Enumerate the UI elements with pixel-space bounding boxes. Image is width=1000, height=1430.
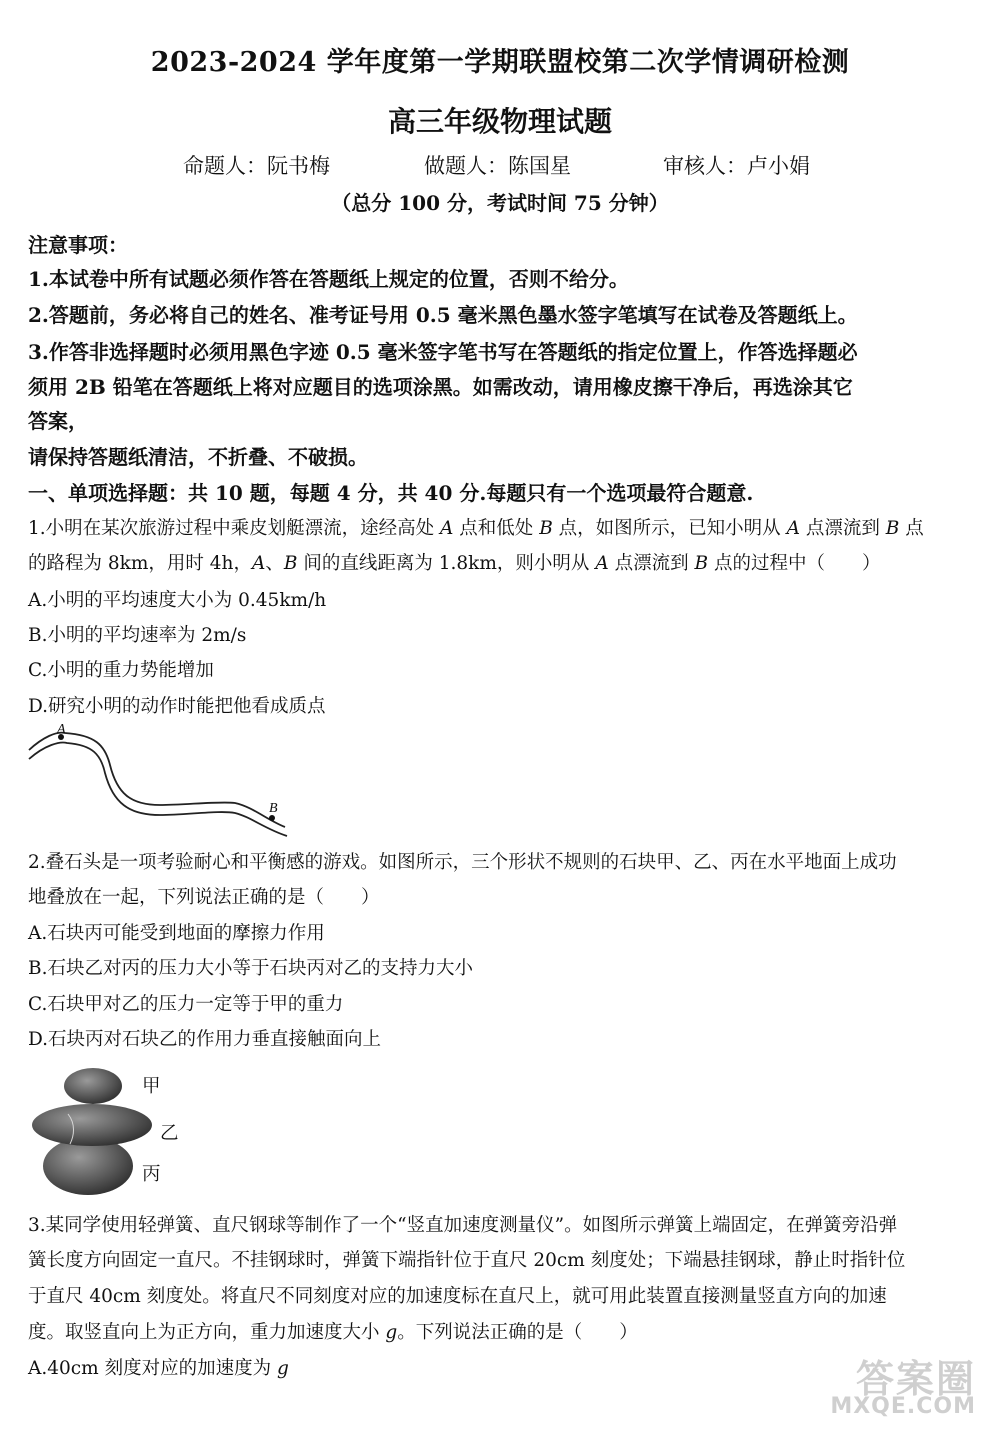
solver-label: 做题人：陈国星 xyxy=(424,154,571,178)
note-item-3-line-3: 答案， xyxy=(28,409,88,433)
q2-option-c: C.石块甲对乙的压力一定等于甲的重力 xyxy=(28,994,344,1015)
watermark xyxy=(812,1348,982,1420)
stone-yi xyxy=(32,1104,152,1146)
note-item-1: 1.本试卷中所有试题必须作答在答题纸上规定的位置，否则不给分。 xyxy=(28,267,629,291)
q2-option-d: D.石块丙对石块乙的作用力垂直接触面向上 xyxy=(28,1029,382,1050)
watermark-text: 答案圈 xyxy=(855,1356,976,1401)
label-jia: 甲 xyxy=(142,1076,161,1097)
q3-stem-line-2: 簧长度方向固定一直尺。不挂钢球时，弹簧下端指针位于直尺 20cm 刻度处；下端悬挂钢球，静止时指针位 xyxy=(28,1250,906,1271)
setter-label: 命题人：阮书梅 xyxy=(183,154,330,178)
q1-option-b: B.小明的平均速率为 2m/s xyxy=(28,625,247,646)
q1-river-figure xyxy=(25,715,300,840)
stone-jia xyxy=(64,1068,122,1104)
river-lower-bank xyxy=(29,743,287,836)
q3-stem-line-4: 度。取竖直向上为正方向，重力加速度大小 g。下列说法正确的是（ ） xyxy=(28,1322,638,1343)
q3-stem-line-1: 3.某同学使用轻弹簧、直尺钢球等制作了一个“竖直加速度测量仪”。如图所示弹簧上端固定，在弹簧旁沿弹 xyxy=(28,1215,898,1236)
q2-option-a: A.石块丙可能受到地面的摩擦力作用 xyxy=(28,923,325,944)
note-item-3-line-1: 3.作答非选择题时必须用黑色字迹 0.5 毫米签字笔书写在答题纸的指定位置上，作答选择题必 xyxy=(28,340,858,364)
q2-stem-line-2: 地叠放在一起，下列说法正确的是（ ） xyxy=(28,887,380,908)
point-a-label: A xyxy=(57,722,66,737)
q2-stem-line-1: 2.叠石头是一项考验耐心和平衡感的游戏。如图所示，三个形状不规则的石块甲、乙、丙在水平地面上成功 xyxy=(28,852,897,873)
note-item-2: 2.答题前，务必将自己的姓名、准考证号用 0.5 毫米黑色墨水签字笔填写在试卷及答题纸上。 xyxy=(28,303,858,327)
reviewer-label: 审核人：卢小娟 xyxy=(663,154,810,178)
point-b-label: B xyxy=(269,801,278,816)
watermark-url: MXQE.COM xyxy=(830,1394,976,1419)
q1-stem-line-1: 1.小明在某次旅游过程中乘皮划艇漂流，途经高处 A 点和低处 B 点，如图所示，已知小明从 A 点漂流到 B 点 xyxy=(28,518,924,539)
river-upper-bank xyxy=(29,733,285,827)
score-time-line: （总分 100 分，考试时间 75 分钟） xyxy=(331,191,669,215)
label-bing: 丙 xyxy=(142,1164,161,1185)
q1-stem-line-2: 的路程为 8km，用时 4h，A、B 间的直线距离为 1.8km，则小明从 A 点漂流到 B 点的过程中（ ） xyxy=(28,553,881,574)
label-yi: 乙 xyxy=(160,1123,179,1144)
section-1-heading: 一、单项选择题：共 10 题，每题 4 分，共 40 分.每题只有一个选项最符合题意. xyxy=(28,481,754,505)
q3-option-a: A.40cm 刻度对应的加速度为 g xyxy=(28,1358,289,1379)
note-item-4: 请保持答题纸清洁，不折叠、不破损。 xyxy=(28,445,368,469)
exam-title: 2023-2024 学年度第一学期联盟校第二次学情调研检测 xyxy=(150,47,850,78)
q3-stem-line-3: 于直尺 40cm 刻度处。将直尺不同刻度对应的加速度标在直尺上，就可用此装置直接测量竖直方向的加速 xyxy=(28,1286,887,1307)
q1-option-d: D.研究小明的动作时能把他看成质点 xyxy=(28,696,326,717)
q1-option-a: A.小明的平均速度大小为 0.45km/h xyxy=(28,590,327,611)
note-item-3-line-2: 须用 2B 铅笔在答题纸上将对应题目的选项涂黑。如需改动，请用橡皮擦干净后，再选涂其它 xyxy=(28,375,853,399)
notes-heading: 注意事项： xyxy=(28,233,128,257)
q2-option-b: B.石块乙对丙的压力大小等于石块丙对乙的支持力大小 xyxy=(28,958,473,979)
q1-option-c: C.小明的重力势能增加 xyxy=(28,660,214,681)
exam-subtitle: 高三年级物理试题 xyxy=(387,105,612,138)
